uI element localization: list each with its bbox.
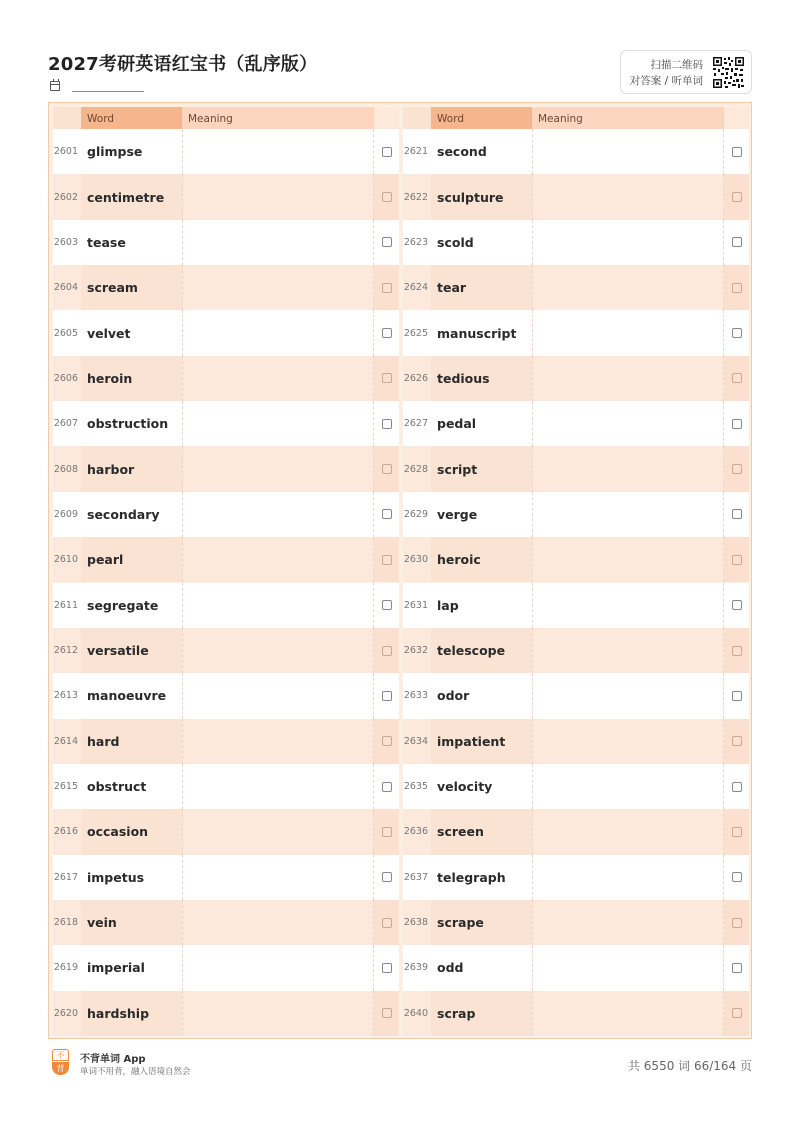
table-row: [53, 900, 399, 945]
check-cell: [374, 855, 399, 900]
word-text: telescope: [431, 628, 532, 673]
meaning-cell[interactable]: [182, 356, 374, 401]
table-row: [53, 446, 399, 491]
word-number: 2637: [403, 871, 428, 883]
checkbox[interactable]: [382, 782, 392, 792]
checkbox[interactable]: [732, 328, 742, 338]
meaning-cell[interactable]: [532, 991, 724, 1036]
checkbox[interactable]: [732, 691, 742, 701]
word-text: harbor: [81, 446, 182, 491]
word-text: glimpse: [87, 144, 143, 160]
meaning-cell[interactable]: [182, 583, 374, 628]
table-row: [403, 310, 749, 355]
word-text: hard: [81, 719, 182, 764]
word-number: 2614: [53, 735, 78, 747]
check-cell: [374, 719, 399, 764]
word-text: sculpture: [431, 174, 532, 219]
check-cell: [724, 628, 749, 673]
date-field[interactable]: [50, 79, 150, 95]
meaning-cell[interactable]: [532, 174, 724, 219]
checkbox[interactable]: [382, 646, 392, 656]
column-header: [53, 107, 399, 129]
word-text: verge: [437, 506, 478, 522]
header-word: Word: [431, 107, 532, 129]
check-cell: [374, 446, 399, 491]
meaning-cell[interactable]: [532, 537, 724, 582]
checkbox[interactable]: [382, 283, 392, 293]
word-text: manoeuvre: [87, 688, 167, 704]
check-cell: [724, 310, 749, 355]
meaning-cell[interactable]: [182, 673, 374, 718]
table-row: [53, 310, 399, 355]
word-text: imperial: [87, 960, 145, 976]
word-text: obstruction: [87, 416, 169, 432]
check-cell: [724, 945, 749, 990]
word-text: scrap: [431, 991, 532, 1036]
checkbox[interactable]: [732, 600, 742, 610]
meaning-cell[interactable]: [532, 809, 724, 854]
word-text: manuscript: [437, 325, 517, 341]
word-text: heroic: [431, 537, 532, 582]
page-title: 2027考研英语红宝书（乱序版）: [48, 54, 318, 75]
check-cell: [374, 174, 399, 219]
table-row: [403, 855, 749, 900]
word-number: 2625: [403, 327, 428, 339]
checkbox[interactable]: [382, 918, 392, 928]
qr-instructions: [630, 57, 703, 89]
meaning-cell[interactable]: [182, 855, 374, 900]
meaning-cell[interactable]: [182, 945, 374, 990]
check-cell: [374, 129, 399, 174]
word-number: 2626: [403, 372, 428, 384]
meaning-cell[interactable]: [532, 356, 724, 401]
table-row: [403, 446, 749, 491]
word-number: 2601: [53, 146, 78, 158]
check-cell: [374, 900, 399, 945]
check-cell: [724, 900, 749, 945]
check-cell: [374, 537, 399, 582]
meaning-cell[interactable]: [532, 673, 724, 718]
word-text: scream: [81, 265, 182, 310]
app-name: 不背单词 App: [80, 1054, 146, 1065]
table-row: [403, 583, 749, 628]
header-number-cell: [53, 107, 81, 129]
check-cell: [374, 673, 399, 718]
table-row: [53, 220, 399, 265]
header-meaning: Meaning: [182, 107, 374, 129]
word-text: velvet: [87, 325, 131, 341]
checkbox[interactable]: [382, 328, 392, 338]
table-row: [403, 809, 749, 854]
meaning-cell[interactable]: [532, 492, 724, 537]
word-text: scrape: [431, 900, 532, 945]
word-number: 2604: [53, 282, 78, 294]
word-text: tedious: [431, 356, 532, 401]
checkbox[interactable]: [732, 782, 742, 792]
header-check-cell: [724, 107, 749, 129]
right-column: [403, 107, 749, 1036]
app-slogan: 单词不用背，融入语境自然会: [80, 1067, 191, 1077]
meaning-cell[interactable]: [182, 537, 374, 582]
checkbox[interactable]: [382, 600, 392, 610]
checkbox[interactable]: [382, 464, 392, 474]
meaning-cell[interactable]: [182, 900, 374, 945]
checkbox[interactable]: [382, 509, 392, 519]
meaning-cell[interactable]: [532, 945, 724, 990]
meaning-cell[interactable]: [182, 265, 374, 310]
table-row: [53, 809, 399, 854]
word-number: 2635: [403, 781, 428, 793]
meaning-cell[interactable]: [532, 220, 724, 265]
meaning-cell[interactable]: [182, 764, 374, 809]
check-cell: [724, 764, 749, 809]
check-cell: [374, 991, 399, 1036]
word-number: 2633: [403, 690, 428, 702]
word-number: 2618: [53, 917, 78, 929]
checkbox[interactable]: [382, 963, 392, 973]
word-number: 2612: [53, 645, 78, 657]
qr-line-1: 扫描二维码: [650, 59, 703, 71]
checkbox[interactable]: [732, 918, 742, 928]
meaning-cell[interactable]: [182, 446, 374, 491]
table-row: [53, 129, 399, 174]
meaning-cell[interactable]: [532, 401, 724, 446]
checkbox[interactable]: [382, 872, 392, 882]
word-number: 2607: [53, 418, 78, 430]
table-row: [403, 991, 749, 1036]
check-cell: [374, 809, 399, 854]
meaning-cell[interactable]: [532, 310, 724, 355]
table-row: [53, 673, 399, 718]
check-cell: [374, 583, 399, 628]
checkbox[interactable]: [732, 192, 742, 202]
checkbox[interactable]: [382, 1008, 392, 1018]
check-cell: [374, 220, 399, 265]
meaning-cell[interactable]: [182, 220, 374, 265]
word-text: pedal: [437, 416, 477, 432]
meaning-cell[interactable]: [182, 310, 374, 355]
check-cell: [374, 492, 399, 537]
checkbox[interactable]: [732, 646, 742, 656]
check-cell: [724, 401, 749, 446]
table-row: [53, 401, 399, 446]
word-number: 2609: [53, 508, 78, 520]
word-number: 2611: [53, 599, 78, 611]
word-text: pearl: [81, 537, 182, 582]
check-cell: [374, 356, 399, 401]
check-cell: [724, 446, 749, 491]
checkbox[interactable]: [732, 1008, 742, 1018]
meaning-cell[interactable]: [532, 265, 724, 310]
date-underline: [72, 91, 144, 92]
checkbox[interactable]: [732, 555, 742, 565]
word-text: hardship: [81, 991, 182, 1036]
app-logo: [50, 1049, 72, 1075]
logo-top-char: 不: [52, 1049, 69, 1061]
checkbox[interactable]: [732, 419, 742, 429]
table-row: [403, 628, 749, 673]
word-text: centimetre: [81, 174, 182, 219]
header-meaning: Meaning: [532, 107, 724, 129]
word-number: 2631: [403, 599, 428, 611]
word-number: 2617: [53, 871, 78, 883]
table-row: [53, 764, 399, 809]
table-row: [53, 174, 399, 219]
table-row: [403, 764, 749, 809]
table-row: [403, 401, 749, 446]
word-text: secondary: [87, 506, 160, 522]
word-text: tear: [431, 265, 532, 310]
meaning-cell[interactable]: [182, 174, 374, 219]
word-number: 2638: [403, 917, 428, 929]
meaning-cell[interactable]: [532, 855, 724, 900]
table-row: [53, 537, 399, 582]
check-cell: [724, 673, 749, 718]
word-text: odor: [437, 688, 470, 704]
table-row: [53, 583, 399, 628]
header-number-cell: [403, 107, 431, 129]
table-row: [403, 673, 749, 718]
checkbox[interactable]: [382, 192, 392, 202]
word-text: second: [437, 144, 487, 160]
word-number: 2622: [403, 191, 428, 203]
meaning-cell[interactable]: [532, 446, 724, 491]
checkbox[interactable]: [732, 283, 742, 293]
check-cell: [374, 310, 399, 355]
check-cell: [724, 855, 749, 900]
word-number: 2628: [403, 463, 428, 475]
page-info: 共 6550 词 66/164 页: [627, 1059, 752, 1073]
word-number: 2608: [53, 463, 78, 475]
word-text: script: [431, 446, 532, 491]
table-row: [403, 174, 749, 219]
check-cell: [724, 492, 749, 537]
word-number: 2632: [403, 645, 428, 657]
table-row: [53, 492, 399, 537]
qr-panel[interactable]: [620, 50, 752, 94]
check-cell: [724, 220, 749, 265]
meaning-cell[interactable]: [532, 764, 724, 809]
check-cell: [724, 991, 749, 1036]
word-number: 2624: [403, 282, 428, 294]
checkbox[interactable]: [382, 147, 392, 157]
check-cell: [374, 628, 399, 673]
meaning-cell[interactable]: [532, 129, 724, 174]
checkbox[interactable]: [382, 373, 392, 383]
qr-code-icon[interactable]: [712, 56, 745, 89]
qr-line-2: 对答案 / 听单词: [629, 75, 703, 87]
word-text: scold: [437, 234, 474, 250]
meaning-cell[interactable]: [182, 628, 374, 673]
word-text: velocity: [437, 779, 493, 795]
table-row: [403, 719, 749, 764]
checkbox[interactable]: [382, 827, 392, 837]
checkbox[interactable]: [732, 872, 742, 882]
check-cell: [724, 537, 749, 582]
checkbox[interactable]: [732, 373, 742, 383]
checkbox[interactable]: [382, 736, 392, 746]
checkbox[interactable]: [732, 509, 742, 519]
word-text: obstruct: [87, 779, 147, 795]
word-number: 2623: [403, 236, 428, 248]
table-row: [53, 628, 399, 673]
table-row: [53, 945, 399, 990]
table-row: [403, 265, 749, 310]
table-row: [53, 855, 399, 900]
table-row: [53, 265, 399, 310]
check-cell: [374, 265, 399, 310]
meaning-cell[interactable]: [182, 809, 374, 854]
word-number: 2640: [403, 1007, 428, 1019]
word-text: telegraph: [437, 869, 506, 885]
word-number: 2630: [403, 554, 428, 566]
word-number: 2613: [53, 690, 78, 702]
check-cell: [374, 764, 399, 809]
word-number: 2603: [53, 236, 78, 248]
word-text: segregate: [87, 597, 159, 613]
word-text: versatile: [81, 628, 182, 673]
check-cell: [724, 809, 749, 854]
word-number: 2602: [53, 191, 78, 203]
check-cell: [724, 265, 749, 310]
word-text: impetus: [87, 869, 145, 885]
word-text: lap: [437, 597, 459, 613]
checkbox[interactable]: [732, 827, 742, 837]
table-row: [403, 492, 749, 537]
word-text: occasion: [81, 809, 182, 854]
table-row: [403, 537, 749, 582]
checkbox[interactable]: [732, 237, 742, 247]
header-check-cell: [374, 107, 399, 129]
word-number: 2615: [53, 781, 78, 793]
check-cell: [724, 129, 749, 174]
checkbox[interactable]: [732, 464, 742, 474]
check-cell: [374, 401, 399, 446]
left-column: [53, 107, 399, 1036]
table-row: [403, 129, 749, 174]
word-number: 2639: [403, 962, 428, 974]
word-number: 2634: [403, 735, 428, 747]
check-cell: [374, 945, 399, 990]
word-text: tease: [87, 234, 126, 250]
word-number: 2629: [403, 508, 428, 520]
word-text: heroin: [81, 356, 182, 401]
word-text: vein: [81, 900, 182, 945]
meaning-cell[interactable]: [532, 628, 724, 673]
meaning-cell[interactable]: [182, 991, 374, 1036]
checkbox[interactable]: [732, 147, 742, 157]
word-text: screen: [431, 809, 532, 854]
header-word: Word: [81, 107, 182, 129]
table-row: [403, 945, 749, 990]
word-text: odd: [437, 960, 464, 976]
meaning-cell[interactable]: [532, 583, 724, 628]
word-number: 2621: [403, 146, 428, 158]
table-row: [403, 220, 749, 265]
word-number: 2636: [403, 826, 428, 838]
meaning-cell[interactable]: [182, 719, 374, 764]
meaning-cell[interactable]: [532, 719, 724, 764]
table-row: [403, 900, 749, 945]
table-row: [403, 356, 749, 401]
vocabulary-table: [48, 102, 752, 1039]
check-cell: [724, 356, 749, 401]
word-number: 2627: [403, 418, 428, 430]
word-number: 2620: [53, 1007, 78, 1019]
check-cell: [724, 719, 749, 764]
checkbox[interactable]: [382, 237, 392, 247]
table-row: [53, 356, 399, 401]
meaning-cell[interactable]: [532, 900, 724, 945]
meaning-cell[interactable]: [182, 401, 374, 446]
checkbox[interactable]: [382, 419, 392, 429]
calendar-icon: [50, 81, 60, 91]
check-cell: [724, 583, 749, 628]
column-header: [403, 107, 749, 129]
logo-bottom-char: 背: [52, 1062, 69, 1075]
table-row: [53, 719, 399, 764]
check-cell: [724, 174, 749, 219]
meaning-cell[interactable]: [182, 492, 374, 537]
word-number: 2605: [53, 327, 78, 339]
meaning-cell[interactable]: [182, 129, 374, 174]
checkbox[interactable]: [732, 736, 742, 746]
word-number: 2619: [53, 962, 78, 974]
checkbox[interactable]: [382, 555, 392, 565]
word-number: 2616: [53, 826, 78, 838]
checkbox[interactable]: [382, 691, 392, 701]
table-row: [53, 991, 399, 1036]
word-number: 2606: [53, 372, 78, 384]
word-text: impatient: [431, 719, 532, 764]
checkbox[interactable]: [732, 963, 742, 973]
word-number: 2610: [53, 554, 78, 566]
